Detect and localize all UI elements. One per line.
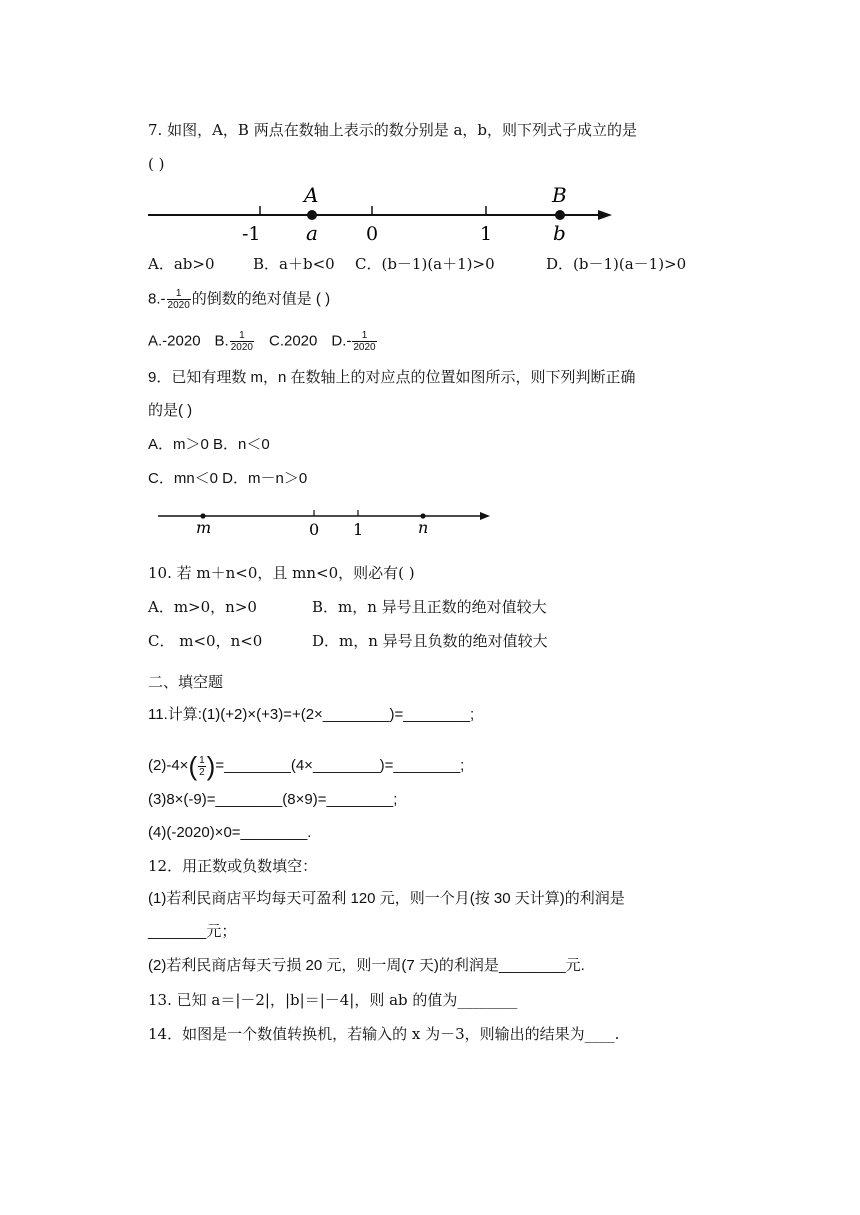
q8-options <box>148 330 378 353</box>
q8-option-C: C.2020 <box>268 332 318 350</box>
q7-label-B: B <box>552 183 567 207</box>
q7-label-b: b <box>553 221 566 245</box>
q7-number-line <box>140 180 620 245</box>
q8-option-D: D.- <box>331 332 352 350</box>
q9-stem-line1: 9．已知有理数 m，n 在数轴上的对应点的位置如图所示，则下列判断正确 <box>148 369 636 386</box>
q8-option-B-num: 1 <box>230 330 254 342</box>
q9-axis-arrow <box>480 512 490 520</box>
q13-stem: 13. 已知 a＝|－2|，|b|＝|－4|，则 ab 的值为________ <box>148 991 518 1009</box>
q7-point-A <box>307 210 317 220</box>
q9-options-AB: A．m＞0 B．n＜0 <box>148 436 270 453</box>
section-heading-fill-in: 二、填空题 <box>148 673 224 691</box>
q7-label-a: a <box>306 221 318 245</box>
q9-stem-line2: 的是( ) <box>148 402 193 419</box>
q9-number-line <box>150 500 500 545</box>
q8-option-B-fraction <box>230 330 254 353</box>
q9-tick-label-0: 0 <box>309 520 320 539</box>
q7-option-A: A．ab>0 <box>148 255 215 273</box>
q11-line2-paren-left: ( <box>188 751 198 782</box>
q9-options-CD: C．mn＜0 D．m－n＞0 <box>148 470 308 487</box>
q7-option-D: D．(b－1)(a－1)>0 <box>546 255 687 273</box>
q11-line1: 11.计算:(1)(+2)×(+3)=+(2×________)=________; <box>148 706 475 723</box>
q14-stem: 14．如图是一个数值转换机，若输入的 x 为－3，则输出的结果为____. <box>148 1025 620 1043</box>
q8-option-B: B. <box>214 332 229 350</box>
q7-point-B <box>555 210 565 220</box>
q7-stem-line2: ( ) <box>148 155 165 173</box>
q11-line2-fraction <box>198 755 206 778</box>
q7-label-A: A <box>304 183 319 207</box>
q9-tick-label-1: 1 <box>353 520 364 539</box>
q7-option-C: C．(b－1)(a＋1)>0 <box>355 255 495 273</box>
q8-option-B-den: 2020 <box>230 342 253 353</box>
q11-line2-den: 2 <box>199 766 205 778</box>
q8-fraction <box>167 288 191 311</box>
q12-stem: 12．用正数或负数填空： <box>148 857 318 875</box>
q8-stem <box>148 288 330 311</box>
q7-tick-label-1: 1 <box>480 223 493 245</box>
q8-option-A: A.-2020 <box>148 332 201 350</box>
q9-label-m: m <box>196 518 212 537</box>
q8-frac-den: 2020 <box>167 300 190 311</box>
q10-stem: 10. 若 m＋n<0，且 mn<0，则必有( ) <box>148 564 415 582</box>
q11-line3: (3)8×(-9)=________(8×9)=________; <box>148 791 398 808</box>
q11-line2-num: 1 <box>199 754 205 766</box>
q11-line4: (4)(-2020)×0=________. <box>148 824 312 841</box>
q10-option-C: C． m<0，n<0 <box>148 632 263 650</box>
q10-option-A: A．m>0，n>0 <box>148 598 257 616</box>
q9-label-n: n <box>418 518 429 537</box>
q7-tick-label-m1: -1 <box>242 223 261 245</box>
q7-axis-arrow <box>598 210 612 220</box>
q7-option-B: B．a＋b<0 <box>253 255 335 273</box>
q8-option-D-fraction <box>352 330 376 353</box>
q8-suffix: 的倒数的绝对值是 ( ) <box>191 290 331 308</box>
q12-part1-line2: _______元； <box>148 923 237 940</box>
q11-line2-prefix: (2)-4× <box>148 757 189 774</box>
q8-option-D-den: 2020 <box>353 342 376 353</box>
q7-tick-label-0: 0 <box>366 223 379 245</box>
q12-part2: (2)若利民商店每天亏损 20 元，则一周(7 天)的利润是________元. <box>148 957 585 974</box>
q8-frac-num: 1 <box>167 288 191 300</box>
q11-line2-suffix: =________(4×________)=________; <box>215 757 465 774</box>
q10-option-B: B．m，n 异号且正数的绝对值较大 <box>312 598 547 616</box>
q11-line2 <box>148 746 464 786</box>
q8-option-D-num: 1 <box>352 330 376 342</box>
q10-option-D: D．m，n 异号且负数的绝对值较大 <box>312 632 548 650</box>
q7-stem-line1: 7. 如图，A，B 两点在数轴上表示的数分别是 a，b，则下列式子成立的是 <box>148 121 638 139</box>
q11-line2-paren-right: ) <box>206 751 216 782</box>
q8-prefix: 8.- <box>148 290 166 308</box>
q12-part1-line1: (1)若利民商店平均每天可盈利 120 元，则一个月(按 30 天计算)的利润是 <box>148 890 625 907</box>
